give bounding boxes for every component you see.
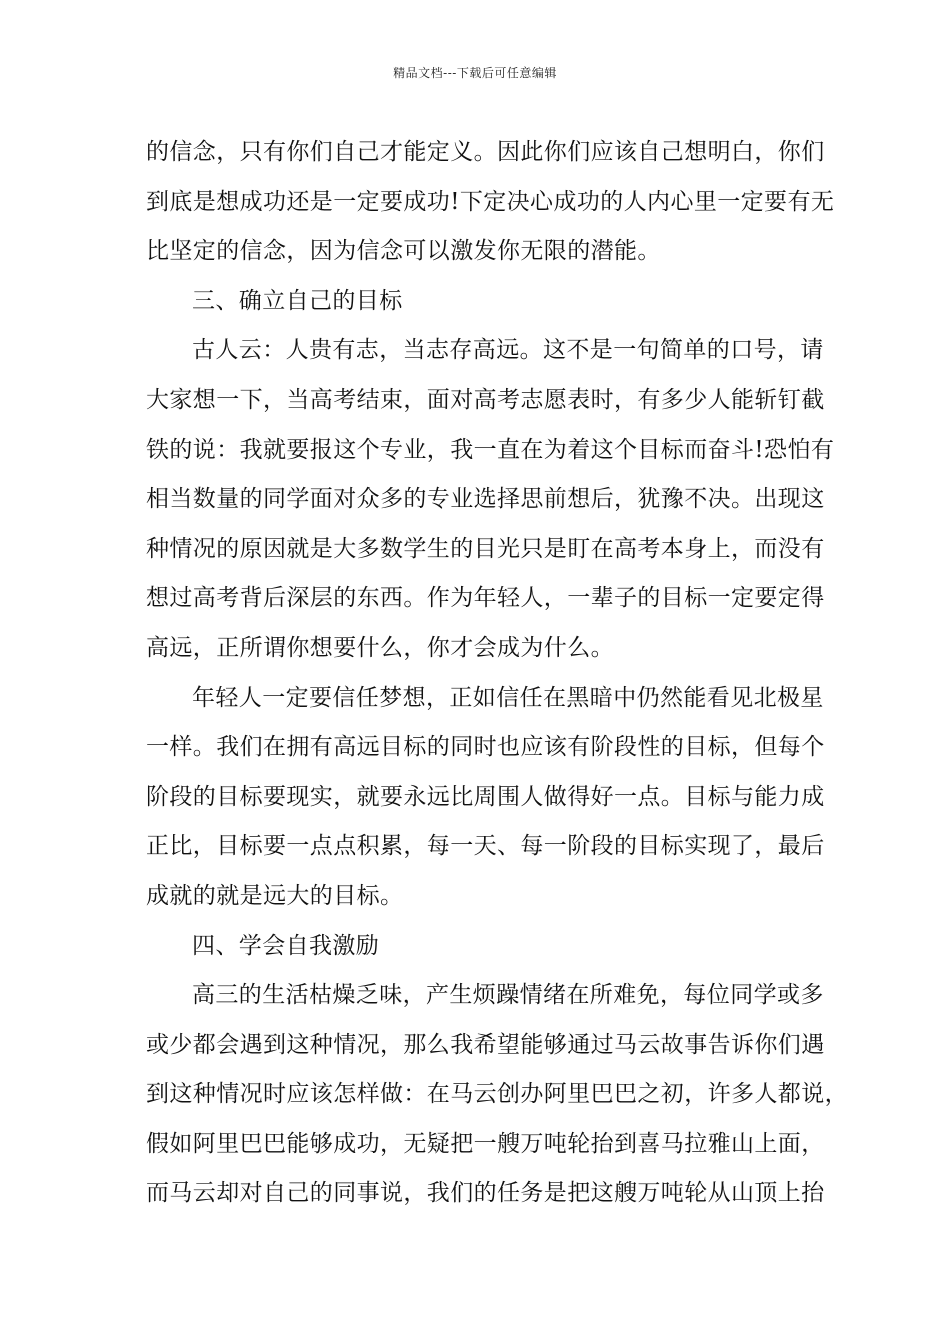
text-line: 阶段的目标要现实，就要永远比周围人做得好一点。目标与能力成 — [146, 783, 825, 810]
text-line: 年轻人一定要信任梦想，正如信任在黑暗中仍然能看见北极星 — [192, 684, 824, 711]
text-line: 铁的说：我就要报这个专业，我一直在为着这个目标而奋斗!恐怕有 — [146, 436, 835, 463]
document-body — [146, 128, 848, 1219]
section-heading: 四、学会自我激励 — [192, 932, 380, 959]
text-line: 或少都会遇到这种情况，那么我希望能够通过马云故事告诉你们遇 — [146, 1031, 825, 1058]
text-line: 假如阿里巴巴能够成功，无疑把一艘万吨轮抬到喜马拉雅山上面， — [146, 1130, 825, 1157]
text-line: 古人云：人贵有志，当志存高远。这不是一句简单的口号，请 — [192, 337, 824, 364]
text-line: 正比，目标要一点点积累，每一天、每一阶段的目标实现了，最后 — [146, 833, 825, 860]
text-line: 相当数量的同学面对众多的专业选择思前想后，犹豫不决。出现这 — [146, 486, 825, 513]
text-line: 的信念，只有你们自己才能定义。因此你们应该自己想明白，你们 — [146, 139, 825, 165]
text-line: 而马云却对自己的同事说，我们的任务是把这艘万吨轮从山顶上抬 — [146, 1180, 825, 1207]
text-line: 高三的生活枯燥乏味，产生烦躁情绪在所难免，每位同学或多 — [192, 982, 824, 1009]
text-line: 到底是想成功还是一定要成功!下定决心成功的人内心里一定要有无 — [146, 188, 835, 215]
section-heading: 三、确立自己的目标 — [192, 287, 403, 314]
page-header: 精品文档---下载后可任意编辑 — [393, 66, 557, 80]
text-line: 大家想一下，当高考结束，面对高考志愿表时，有多少人能斩钉截 — [146, 386, 825, 413]
text-line: 到这种情况时应该怎样做：在马云创办阿里巴巴之初，许多人都说， — [146, 1081, 848, 1108]
text-line: 比坚定的信念，因为信念可以激发你无限的潜能。 — [146, 238, 661, 265]
text-line: 种情况的原因就是大多数学生的目光只是盯在高考本身上，而没有 — [146, 535, 825, 562]
text-line: 高远，正所谓你想要什么，你才会成为什么。 — [146, 634, 614, 661]
text-line: 成就的就是远大的目标。 — [146, 882, 404, 909]
text-line: 想过高考背后深层的东西。作为年轻人，一辈子的目标一定要定得 — [146, 585, 825, 612]
text-line: 一样。我们在拥有高远目标的同时也应该有阶段性的目标，但每个 — [146, 734, 825, 761]
